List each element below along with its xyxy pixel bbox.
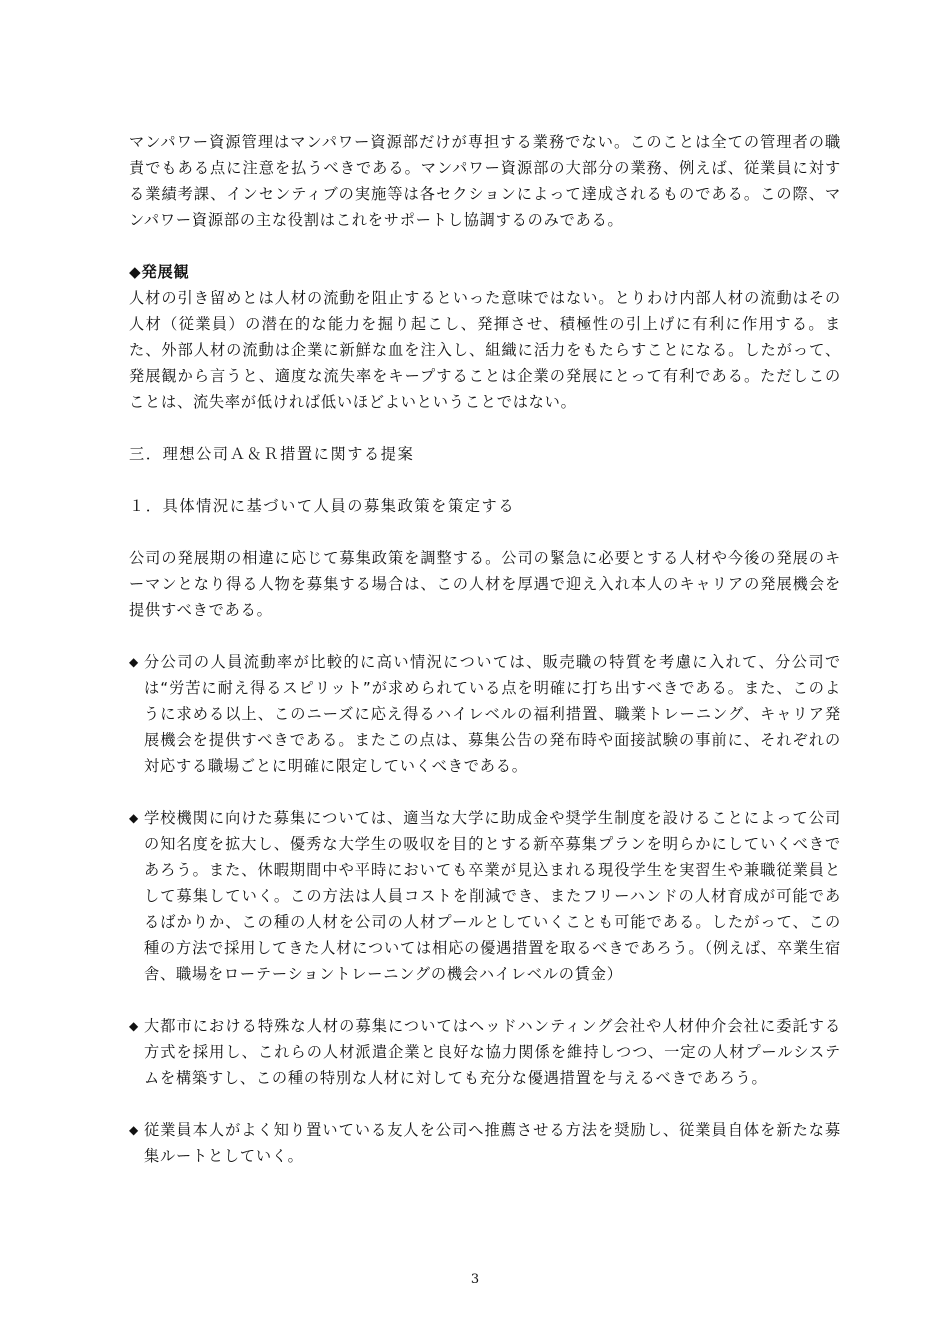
bullet-item <box>129 1013 841 1091</box>
bullet-text: 分公司の人員流動率が比較的に高い情況については、販売職の特質を考慮に入れて、分公司では“労苦に耐え得るスピリット”が求められている点を明確に打ち出すべきである。また、このように求める以上、このニーズに応え得るハイレベルの福利措置、職業トレーニング、キャリア発展機会を提供すべきである。またこの点は、募集公告の発布時や面接試験の事前に、それぞれの対応する職場ごとに明確に限定していくべきである。 <box>144 653 841 775</box>
bullet-item <box>129 649 841 779</box>
diamond-bullet-icon: ◆ <box>129 655 140 669</box>
diamond-bullet-icon: ◆ <box>129 811 140 825</box>
document-body <box>129 129 841 1169</box>
diamond-bullet-icon: ◆ <box>129 1019 140 1033</box>
section-3-title: 三．理想公司Ａ＆Ｒ措置に関する提案 <box>129 445 415 463</box>
subsection-1-title: １．具体情況に基づいて人員の募集政策を策定する <box>129 497 516 515</box>
diamond-bullet-icon: ◆ <box>129 1123 140 1137</box>
subsection-1-intro: 公司の発展期の相違に応じて募集政策を調整する。公司の緊急に必要とする人材や今後の発展のキーマンとなり得る人物を募集する場合は、この人材を厚遇で迎え入れ本人のキャリアの発展機会を提供すべきである。 <box>129 549 841 619</box>
bullet-text: 学校機関に向けた募集については、適当な大学に助成金や奨学生制度を設けることによって公司の知名度を拡大し、優秀な大学生の吸収を目的とする新卒募集プランを明らかにしていくべきであろう。また、休暇期間中や平時においても卒業が見込まれる現役学生を実習生や兼職従業員として募集していく。この方法は人員コストを削減でき、またフリーハンドの人材育成が可能であるばかりか、この種の人材を公司の人材プールとしていくことも可能である。したがって、この種の方法で採用してきた人材については相応の優遇措置を取るべきであろう。（例えば、卒業生宿舎、職場をローテーショントレーニングの機会ハイレベルの賃金） <box>144 809 841 983</box>
bullet-text: 従業員本人がよく知り置いている友人を公司へ推薦させる方法を奨励し、従業員自体を新たな募集ルートとしていく。 <box>144 1121 841 1165</box>
bullet-item <box>129 805 841 987</box>
development-view-paragraph: 人材の引き留めとは人材の流動を阻止するといった意味ではない。とりわけ内部人材の流動はその人材（従業員）の潜在的な能力を掘り起こし、発揮させ、積極性の引上げに有利に作用する。また、外部人材の流動は企業に新鮮な血を注入し、組織に活力をもたらすことになる。したがって、発展観から言うと、適度な流失率をキープすることは企業の発展にとって有利である。ただしこのことは、流失率が低ければ低いほどよいということではない。 <box>129 289 841 411</box>
page-number: 3 <box>470 1272 480 1287</box>
development-view-heading: ◆発展観 <box>129 263 190 281</box>
bullet-item <box>129 1117 841 1169</box>
intro-paragraph: マンパワー資源管理はマンパワー資源部だけが専担する業務でない。このことは全ての管理者の職責でもある点に注意を払うべきである。マンパワー資源部の大部分の業務、例えば、従業員に対する業績考課、インセンティブの実施等は各セクションによって達成されるものである。この際、マンパワー資源部の主な役割はこれをサポートし協調するのみである。 <box>129 133 841 229</box>
bullet-text: 大都市における特殊な人材の募集についてはヘッドハンティング会社や人材仲介会社に委託する方式を採用し、これらの人材派遣企業と良好な協力関係を維持しつつ、一定の人材プールシステムを構築すし、この種の特別な人材に対しても充分な優遇措置を与えるべきであろう。 <box>144 1017 841 1087</box>
